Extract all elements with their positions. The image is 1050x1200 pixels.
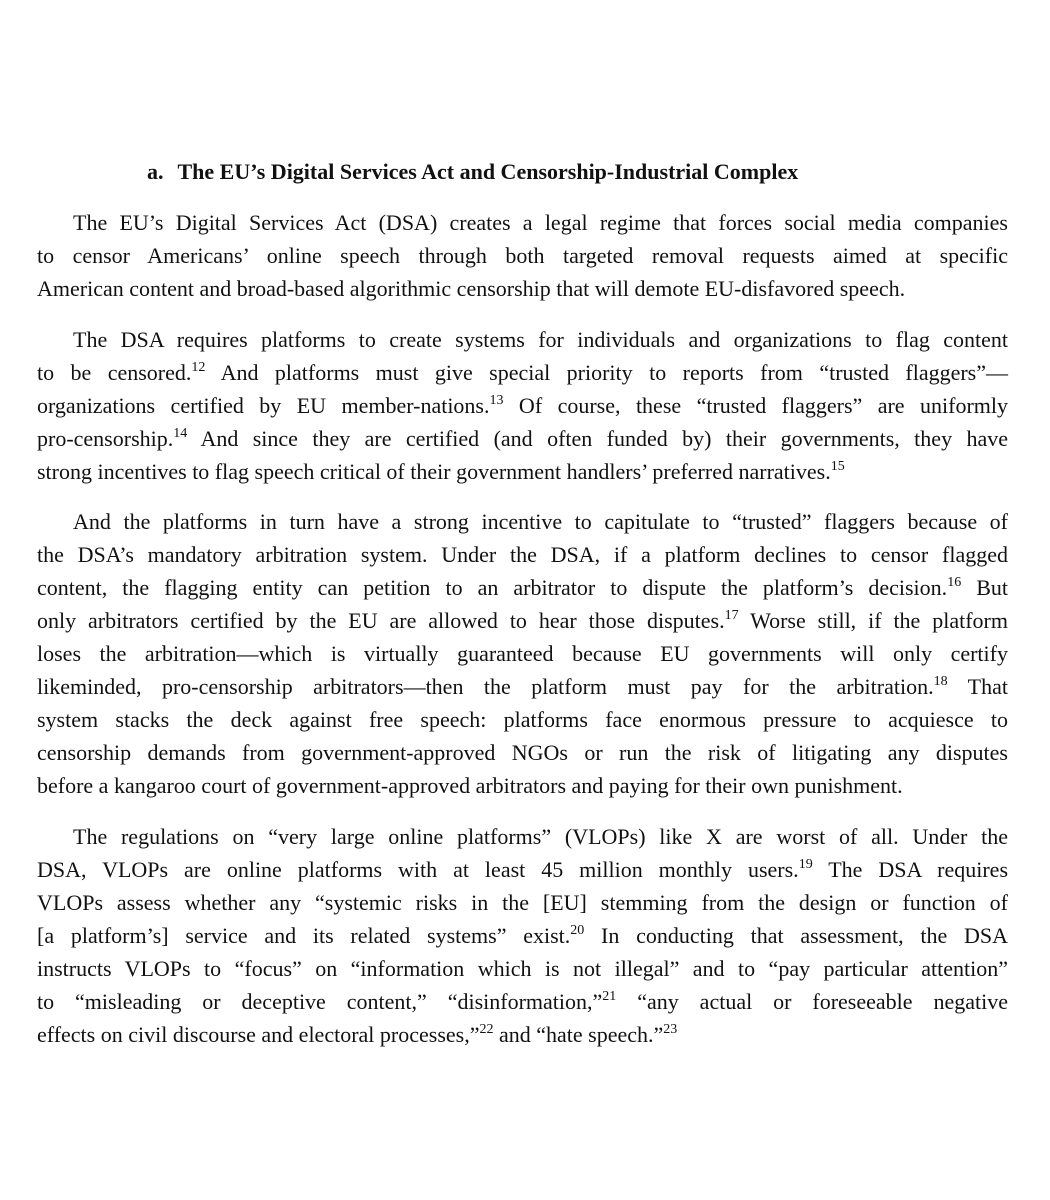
text-run: The DSA requires platforms to create systems for individuals and organizations to flag content: [73, 327, 1008, 352]
text-line: [37, 1018, 1008, 1051]
text-run: before a kangaroo court of government-approved arbitrators and paying for their own punishment.: [37, 773, 903, 798]
text-run: VLOPs assess whether any “systemic risks in the [EU] stemming from the design or function of: [37, 890, 1008, 915]
footnote-ref[interactable]: 12: [191, 360, 206, 375]
text-line: [37, 952, 1008, 985]
text-line: [37, 323, 1008, 356]
text-line: [37, 736, 1008, 769]
text-run: system stacks the deck against free speech: platforms face enormous pressure to acquiesce to: [37, 707, 1008, 732]
footnote-ref[interactable]: 23: [663, 1022, 678, 1037]
text-run: The regulations on “very large online platforms” (VLOPs) like X are worst of all. Under the: [73, 824, 1008, 849]
section-number: a.: [147, 159, 164, 184]
text-line: [37, 538, 1008, 571]
text-run: pro-censorship.: [37, 426, 174, 451]
text-run: only arbitrators certified by the EU are allowed to hear those disputes.: [37, 608, 725, 633]
footnote-ref[interactable]: 22: [479, 1022, 494, 1037]
paragraph-1: [37, 206, 1008, 305]
text-run: organizations certified by EU member-nations.: [37, 393, 490, 418]
text-line: [37, 853, 1008, 886]
text-run: “any actual or foreseeable negative: [616, 989, 1008, 1014]
text-run: instructs VLOPs to “focus” on “information which is not illegal” and to “pay particular attention”: [37, 956, 1008, 981]
text-run: effects on civil discourse and electoral processes,”: [37, 1022, 480, 1047]
text-line: [37, 571, 1008, 604]
text-run: strong incentives to flag speech critical of their government handlers’ preferred narratives.: [37, 459, 831, 484]
text-run: American content and broad-based algorithmic censorship that will demote EU-disfavored speech.: [37, 276, 906, 301]
text-line: [37, 604, 1008, 637]
text-line: [37, 356, 1008, 389]
text-run: the DSA’s mandatory arbitration system. Under the DSA, if a platform declines to censor flagged: [37, 542, 1008, 567]
text-run: to censor Americans’ online speech through both targeted removal requests aimed at specific: [37, 243, 1008, 268]
text-line: [37, 389, 1008, 422]
footnote-ref[interactable]: 17: [724, 608, 739, 623]
text-run: And since they are certified (and often funded by) their governments, they have: [187, 426, 1008, 451]
text-run: In conducting that assessment, the DSA: [584, 923, 1008, 948]
text-run: Worse still, if the platform: [738, 608, 1008, 633]
footnote-ref[interactable]: 14: [173, 426, 188, 441]
footnote-ref[interactable]: 16: [947, 575, 962, 590]
text-line: [37, 769, 1008, 802]
text-line: [37, 505, 1008, 538]
footnote-ref[interactable]: 13: [489, 393, 504, 408]
text-run: The DSA requires: [812, 857, 1009, 882]
text-line: [37, 919, 1008, 952]
paragraph-3: [37, 505, 1008, 802]
text-run: censorship demands from government-approved NGOs or run the risk of litigating any disputes: [37, 740, 1008, 765]
footnote-ref[interactable]: 19: [798, 857, 813, 872]
text-line: [37, 422, 1008, 455]
section-title: The EU’s Digital Services Act and Censorship-Industrial Complex: [177, 159, 799, 184]
footnote-ref[interactable]: 20: [570, 923, 585, 938]
text-run: loses the arbitration—which is virtually guaranteed because EU governments will only certify: [37, 641, 1008, 666]
text-line: [37, 985, 1008, 1018]
text-line: [37, 455, 1008, 488]
text-run: But: [961, 575, 1009, 600]
paragraph-4: [37, 820, 1008, 1051]
text-run: to be censored.: [37, 360, 192, 385]
text-run: and “hate speech.”: [493, 1022, 664, 1047]
text-line: [37, 637, 1008, 670]
text-line: [37, 239, 1008, 272]
text-run: to “misleading or deceptive content,” “disinformation,”: [37, 989, 603, 1014]
text-run: DSA, VLOPs are online platforms with at least 45 million monthly users.: [37, 857, 799, 882]
text-line: [37, 272, 1008, 305]
section-heading: [147, 159, 798, 185]
text-run: content, the flagging entity can petition to an arbitrator to dispute the platform’s decision.: [37, 575, 948, 600]
text-line: [37, 670, 1008, 703]
footnote-ref[interactable]: 18: [933, 674, 948, 689]
text-line: [37, 886, 1008, 919]
text-line: [37, 206, 1008, 239]
text-run: likeminded, pro-censorship arbitrators—then the platform must pay for the arbitration.: [37, 674, 934, 699]
footnote-ref[interactable]: 15: [830, 459, 845, 474]
paragraph-2: [37, 323, 1008, 488]
text-line: [37, 703, 1008, 736]
text-run: And the platforms in turn have a strong incentive to capitulate to “trusted” flaggers because of: [73, 509, 1008, 534]
text-run: [a platform’s] service and its related systems” exist.: [37, 923, 571, 948]
footnote-ref[interactable]: 21: [602, 989, 617, 1004]
text-run: Of course, these “trusted flaggers” are uniformly: [503, 393, 1008, 418]
text-run: The EU’s Digital Services Act (DSA) creates a legal regime that forces social media companies: [73, 210, 1008, 235]
text-line: [37, 820, 1008, 853]
text-run: That: [947, 674, 1008, 699]
text-run: And platforms must give special priority to reports from “trusted flaggers”—: [205, 360, 1008, 385]
